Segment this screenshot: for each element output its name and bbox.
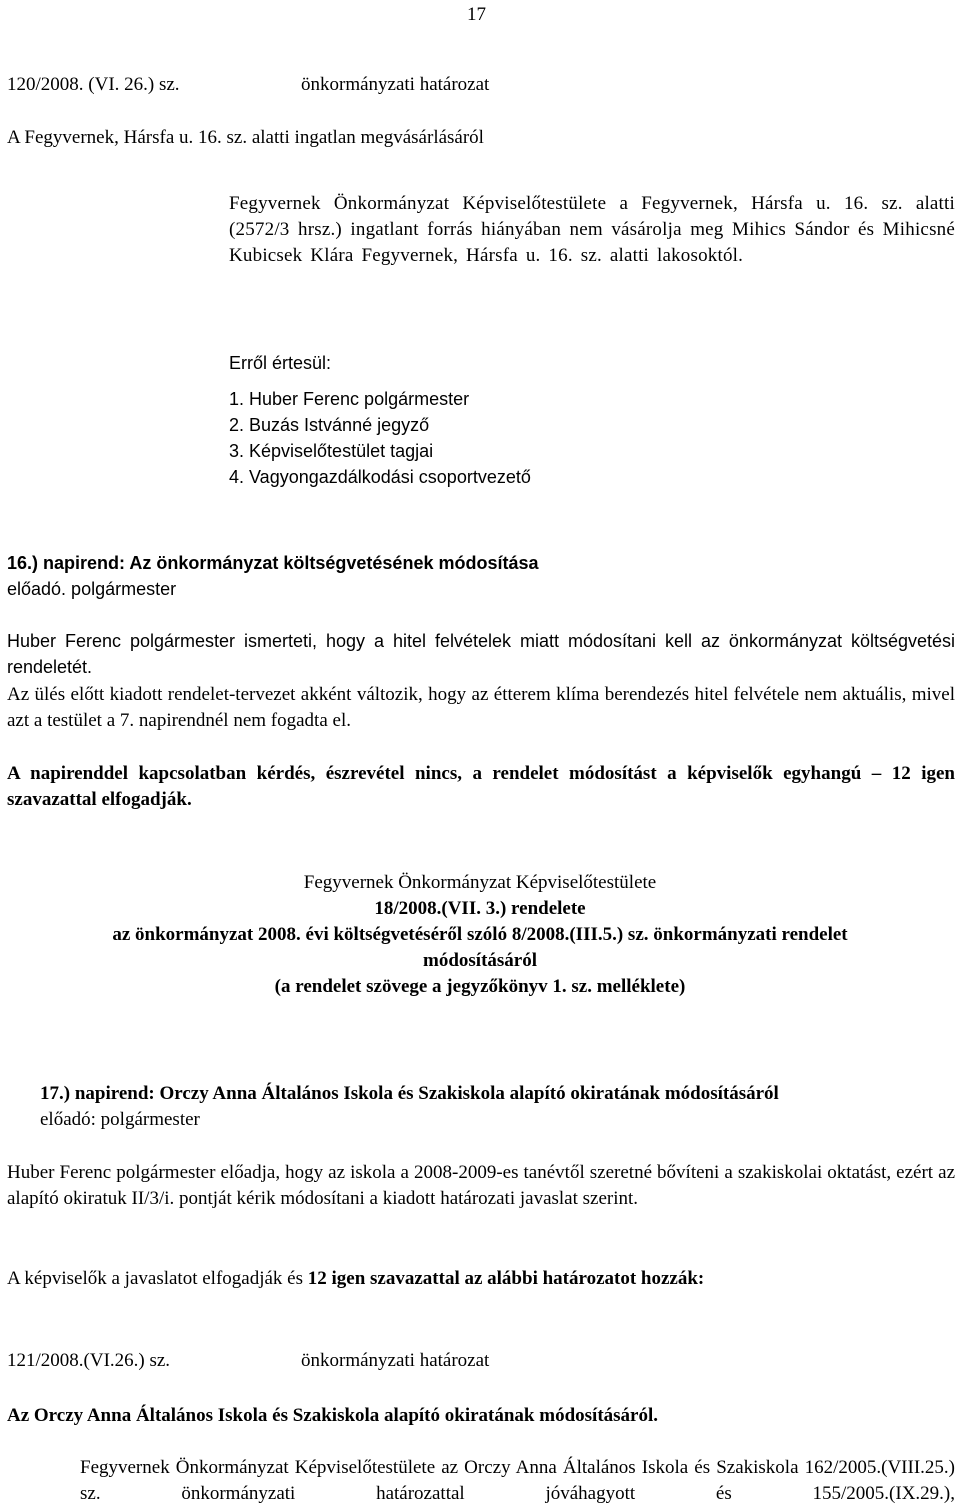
notify-item: 4. Vagyongazdálkodási csoportvezető — [229, 467, 531, 487]
notify-item: 3. Képviselőtestület tagjai — [229, 441, 434, 461]
agenda-17-vote-bold: 12 igen szavazattal az alábbi határozatot hozzák: — [307, 1268, 705, 1289]
agenda-16-para1: Huber Ferenc polgármester ismerteti, hogy a hitel felvételek miatt módosítani kell az önkormányzat költségvetési rendeletét. — [7, 631, 955, 677]
resolution-121-body: Fegyvernek Önkormányzat Képviselőtestülete az Orczy Anna Általános Iskola és Szakiskola 162/2005.(VIII.25.) sz. önkormányzati határozattal jóváhagyott és 155/2005.(IX.29.), — [80, 1457, 955, 1504]
decree-issuer: Fegyvernek Önkormányzat Képviselőtestülete — [303, 872, 657, 893]
agenda-16-presenter: előadó. polgármester — [7, 579, 177, 599]
resolution-121-number: 121/2008.(VI.26.) sz. — [7, 1350, 171, 1371]
notify-label: Erről értesül: — [229, 353, 332, 373]
resolution-120-number: 120/2008. (VI. 26.) sz. — [7, 74, 180, 95]
notify-list — [229, 386, 531, 490]
agenda-16-para2: Az ülés előtt kiadott rendelet-tervezet akként változik, hogy az étterem klíma berendezés hitel felvétele nem aktuális, mivel azt a testület a 7. napirendnél nem fogadta el. — [7, 684, 955, 731]
agenda-16-heading: 16.) napirend: Az önkormányzat költségvetésének módosítása — [7, 553, 539, 573]
notify-item: 2. Buzás Istvánné jegyző — [229, 415, 430, 435]
notify-item: 1. Huber Ferenc polgármester — [229, 389, 470, 409]
agenda-17-presenter: előadó: polgármester — [40, 1109, 200, 1130]
decree-block — [0, 870, 960, 1000]
decree-subject-cont: módosításáról — [423, 950, 537, 971]
agenda-16-decision: A napirenddel kapcsolatban kérdés, észrevétel nincs, a rendelet módosítást a képviselők egyhangú – 12 igen szavazattal elfogadják. — [7, 763, 955, 810]
decree-number: 18/2008.(VII. 3.) rendelete — [374, 898, 586, 919]
resolution-120-title: A Fegyvernek, Hársfa u. 16. sz. alatti ingatlan megvásárlásáról — [7, 127, 484, 148]
agenda-17-vote — [7, 1266, 955, 1292]
notify-block — [229, 350, 531, 490]
agenda-17-para1: Huber Ferenc polgármester előadja, hogy az iskola a 2008-2009-es tanévtől szeretné bővíteni a szakiskolai oktatást, ezért az alapító okiratuk II/3/i. pontját kérik módosítani a kiadott határozati javaslat szerint. — [7, 1162, 955, 1209]
resolution-121-title: Az Orczy Anna Általános Iskola és Szakiskola alapító okiratának módosításáról. — [7, 1405, 659, 1426]
agenda-17-heading: 17.) napirend: Orczy Anna Általános Iskola és Szakiskola alapító okiratának módosításáról — [40, 1083, 779, 1104]
agenda-17-vote-text: A képviselők a javaslatot elfogadják és — [7, 1268, 308, 1289]
decree-subject: az önkormányzat 2008. évi költségvetéséről szóló 8/2008.(III.5.) sz. önkormányzati rendelet — [112, 924, 848, 945]
decree-note: (a rendelet szövege a jegyzőkönyv 1. sz. melléklete) — [274, 976, 686, 997]
resolution-121-type: önkormányzati határozat — [301, 1350, 490, 1371]
page-number: 17 — [467, 4, 486, 25]
resolution-120-type: önkormányzati határozat — [301, 74, 490, 95]
resolution-120-body: Fegyvernek Önkormányzat Képviselőtestülete a Fegyvernek, Hársfa u. 16. sz. alatti (2572/3 hrsz.) ingatlant forrás hiányában nem vásárolja meg Mihics Sándor és Mihicsné Kubicsek Klára Fegyvernek, Hársfa u. 16. sz. alatti lakosoktól. — [229, 193, 955, 266]
